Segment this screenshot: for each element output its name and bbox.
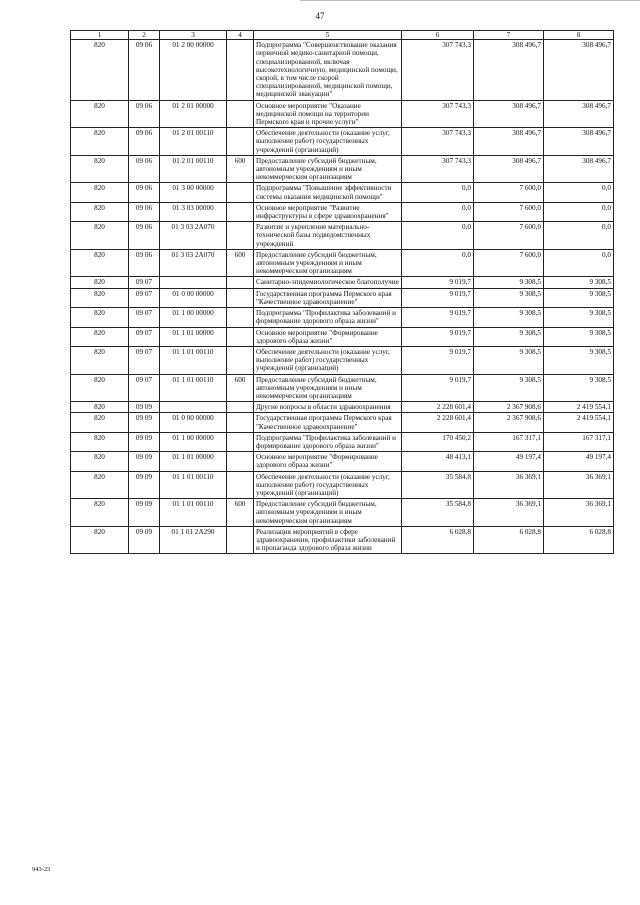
table-row bbox=[71, 526, 614, 554]
section-code-cell: 09 09 bbox=[129, 499, 160, 527]
amount-year1-cell: 307 743,3 bbox=[402, 128, 474, 156]
section-code-cell: 09 09 bbox=[129, 432, 160, 451]
amount-year2-cell: 7 600,0 bbox=[474, 249, 544, 277]
amount-year1-cell: 35 584,8 bbox=[402, 471, 474, 499]
table-body bbox=[71, 40, 614, 554]
amount-year2-cell: 9 308,5 bbox=[474, 346, 544, 374]
target-article-cell: 01 1 01 2А290 bbox=[160, 526, 227, 554]
item-name-cell: Подпрограмма "Профилактика заболеваний и формирование здорового образа жизни" bbox=[254, 308, 402, 327]
target-article-cell: 01 0 00 00000 bbox=[160, 288, 227, 307]
target-article-cell: 01 3 03 2А070 bbox=[160, 249, 227, 277]
amount-year2-cell: 36 369,1 bbox=[474, 499, 544, 527]
amount-year1-cell: 0,0 bbox=[402, 183, 474, 202]
target-article-cell: 01 1 00 00000 bbox=[160, 432, 227, 451]
ministry-code-cell: 820 bbox=[71, 183, 129, 202]
ministry-code-cell: 820 bbox=[71, 249, 129, 277]
item-name-cell: Государственная программа Пермского края "Качественное здравоохранение" bbox=[254, 288, 402, 307]
amount-year2-cell: 7 600,0 bbox=[474, 202, 544, 221]
amount-year1-cell: 2 228 601,4 bbox=[402, 413, 474, 432]
amount-year2-cell: 308 496,7 bbox=[474, 128, 544, 156]
item-name-cell: Государственная программа Пермского края "Качественное здравоохранение" bbox=[254, 413, 402, 432]
item-name-cell: Основное мероприятие "Формирование здорового образа жизни" bbox=[254, 452, 402, 471]
target-article-cell bbox=[160, 277, 227, 288]
expense-type-cell bbox=[227, 277, 254, 288]
table-row bbox=[71, 402, 614, 413]
budget-table bbox=[70, 30, 614, 554]
amount-year1-cell: 307 743,3 bbox=[402, 40, 474, 100]
table-header-row bbox=[71, 31, 614, 40]
amount-year3-cell: 9 308,5 bbox=[544, 308, 614, 327]
amount-year1-cell: 9 019,7 bbox=[402, 277, 474, 288]
table-row bbox=[71, 432, 614, 451]
amount-year3-cell: 308 496,7 bbox=[544, 100, 614, 128]
expense-type-cell bbox=[227, 432, 254, 451]
ministry-code-cell: 820 bbox=[71, 327, 129, 346]
amount-year3-cell: 2 419 554,1 bbox=[544, 402, 614, 413]
amount-year1-cell: 9 019,7 bbox=[402, 288, 474, 307]
ministry-code-cell: 820 bbox=[71, 499, 129, 527]
ministry-code-cell: 820 bbox=[71, 155, 129, 183]
ministry-code-cell: 820 bbox=[71, 413, 129, 432]
table-row bbox=[71, 308, 614, 327]
table-row bbox=[71, 327, 614, 346]
column-header: 8 bbox=[544, 31, 614, 40]
table-row bbox=[71, 277, 614, 288]
expense-type-cell bbox=[227, 100, 254, 128]
target-article-cell: 01 2 01 00000 bbox=[160, 100, 227, 128]
section-code-cell: 09 07 bbox=[129, 288, 160, 307]
expense-type-cell bbox=[227, 471, 254, 499]
table-row bbox=[71, 288, 614, 307]
ministry-code-cell: 820 bbox=[71, 128, 129, 156]
item-name-cell: Реализация мероприятий в сфере здравоохранения, профилактики заболеваний и пропаганда здорового образа жизни bbox=[254, 526, 402, 554]
expense-type-cell bbox=[227, 202, 254, 221]
amount-year2-cell: 9 308,5 bbox=[474, 308, 544, 327]
ministry-code-cell: 820 bbox=[71, 100, 129, 128]
ministry-code-cell: 820 bbox=[71, 40, 129, 100]
amount-year3-cell: 167 317,1 bbox=[544, 432, 614, 451]
item-name-cell: Другие вопросы в области здравоохранения bbox=[254, 402, 402, 413]
table-row bbox=[71, 100, 614, 128]
table-row bbox=[71, 499, 614, 527]
ministry-code-cell: 820 bbox=[71, 288, 129, 307]
amount-year3-cell: 9 308,5 bbox=[544, 346, 614, 374]
amount-year3-cell: 36 369,1 bbox=[544, 499, 614, 527]
ministry-code-cell: 820 bbox=[71, 432, 129, 451]
target-article-cell: 01 2 01 00110 bbox=[160, 128, 227, 156]
amount-year2-cell: 2 367 908,6 bbox=[474, 413, 544, 432]
ministry-code-cell: 820 bbox=[71, 374, 129, 402]
column-header: 3 bbox=[160, 31, 227, 40]
expense-type-cell bbox=[227, 222, 254, 250]
ministry-code-cell: 820 bbox=[71, 402, 129, 413]
target-article-cell: 01 1 01 00110 bbox=[160, 346, 227, 374]
amount-year2-cell: 308 496,7 bbox=[474, 40, 544, 100]
ministry-code-cell: 820 bbox=[71, 308, 129, 327]
table-row bbox=[71, 249, 614, 277]
section-code-cell: 09 06 bbox=[129, 222, 160, 250]
table-row bbox=[71, 183, 614, 202]
amount-year2-cell: 36 369,1 bbox=[474, 471, 544, 499]
target-article-cell: 01 2 01 00110 bbox=[160, 155, 227, 183]
item-name-cell: Санитарно-эпидемиологическое благополучие bbox=[254, 277, 402, 288]
expense-type-cell bbox=[227, 346, 254, 374]
ministry-code-cell: 820 bbox=[71, 471, 129, 499]
target-article-cell: 01 2 00 00000 bbox=[160, 40, 227, 100]
amount-year3-cell: 0,0 bbox=[544, 249, 614, 277]
expense-type-cell bbox=[227, 413, 254, 432]
section-code-cell: 09 06 bbox=[129, 155, 160, 183]
amount-year1-cell: 35 584,8 bbox=[402, 499, 474, 527]
section-code-cell: 09 07 bbox=[129, 346, 160, 374]
amount-year3-cell: 36 369,1 bbox=[544, 471, 614, 499]
section-code-cell: 09 06 bbox=[129, 249, 160, 277]
column-header: 2 bbox=[129, 31, 160, 40]
section-code-cell: 09 09 bbox=[129, 471, 160, 499]
section-code-cell: 09 09 bbox=[129, 413, 160, 432]
table-row bbox=[71, 413, 614, 432]
ministry-code-cell: 820 bbox=[71, 202, 129, 221]
document-footer-code: 943-23 bbox=[32, 866, 51, 873]
ministry-code-cell: 820 bbox=[71, 277, 129, 288]
table-row bbox=[71, 471, 614, 499]
section-code-cell: 09 06 bbox=[129, 100, 160, 128]
item-name-cell: Основное мероприятие "Формирование здорового образа жизни" bbox=[254, 327, 402, 346]
ministry-code-cell: 820 bbox=[71, 222, 129, 250]
amount-year1-cell: 2 228 601,4 bbox=[402, 402, 474, 413]
expense-type-cell bbox=[227, 308, 254, 327]
amount-year2-cell: 9 308,5 bbox=[474, 374, 544, 402]
expense-type-cell bbox=[227, 288, 254, 307]
table-row bbox=[71, 128, 614, 156]
item-name-cell: Основное мероприятие "Развитие инфраструктуры в сфере здравоохранения" bbox=[254, 202, 402, 221]
section-code-cell: 09 09 bbox=[129, 402, 160, 413]
target-article-cell bbox=[160, 402, 227, 413]
expense-type-cell: 600 bbox=[227, 499, 254, 527]
amount-year2-cell: 9 308,5 bbox=[474, 327, 544, 346]
section-code-cell: 09 06 bbox=[129, 183, 160, 202]
section-code-cell: 09 07 bbox=[129, 327, 160, 346]
expense-type-cell bbox=[227, 327, 254, 346]
amount-year1-cell: 170 450,2 bbox=[402, 432, 474, 451]
section-code-cell: 09 07 bbox=[129, 374, 160, 402]
amount-year3-cell: 0,0 bbox=[544, 183, 614, 202]
expense-type-cell: 600 bbox=[227, 374, 254, 402]
item-name-cell: Предоставление субсидий бюджетным, автономным учреждениям и иным некоммерческим организациям bbox=[254, 155, 402, 183]
amount-year3-cell: 0,0 bbox=[544, 222, 614, 250]
amount-year1-cell: 0,0 bbox=[402, 222, 474, 250]
amount-year3-cell: 308 496,7 bbox=[544, 40, 614, 100]
amount-year1-cell: 9 019,7 bbox=[402, 374, 474, 402]
ministry-code-cell: 820 bbox=[71, 346, 129, 374]
amount-year2-cell: 167 317,1 bbox=[474, 432, 544, 451]
expense-type-cell: 600 bbox=[227, 155, 254, 183]
target-article-cell: 01 3 03 2А070 bbox=[160, 222, 227, 250]
section-code-cell: 09 06 bbox=[129, 128, 160, 156]
item-name-cell: Подпрограмма "Повышение эффективности системы оказания медицинской помощи" bbox=[254, 183, 402, 202]
amount-year1-cell: 307 743,3 bbox=[402, 100, 474, 128]
amount-year2-cell: 308 496,7 bbox=[474, 100, 544, 128]
item-name-cell: Предоставление субсидий бюджетным, автономным учреждениям и иным некоммерческим организациям bbox=[254, 374, 402, 402]
column-header: 5 bbox=[254, 31, 402, 40]
amount-year2-cell: 6 028,8 bbox=[474, 526, 544, 554]
target-article-cell: 01 1 01 00110 bbox=[160, 499, 227, 527]
amount-year2-cell: 7 600,0 bbox=[474, 183, 544, 202]
table-row bbox=[71, 202, 614, 221]
amount-year2-cell: 7 600,0 bbox=[474, 222, 544, 250]
item-name-cell: Подпрограмма "Профилактика заболеваний и формирование здорового образа жизни" bbox=[254, 432, 402, 451]
amount-year3-cell: 2 419 554,1 bbox=[544, 413, 614, 432]
item-name-cell: Обеспечение деятельности (оказание услуг, выполнение работ) государственных учреждений (организаций) bbox=[254, 128, 402, 156]
amount-year3-cell: 9 308,5 bbox=[544, 327, 614, 346]
expense-type-cell bbox=[227, 128, 254, 156]
ministry-code-cell: 820 bbox=[71, 526, 129, 554]
amount-year1-cell: 6 028,8 bbox=[402, 526, 474, 554]
target-article-cell: 01 1 01 00110 bbox=[160, 374, 227, 402]
amount-year2-cell: 9 308,5 bbox=[474, 288, 544, 307]
table-row bbox=[71, 222, 614, 250]
page-number: 47 bbox=[315, 11, 325, 21]
target-article-cell: 01 3 00 00000 bbox=[160, 183, 227, 202]
amount-year1-cell: 9 019,7 bbox=[402, 327, 474, 346]
amount-year3-cell: 0,0 bbox=[544, 202, 614, 221]
target-article-cell: 01 1 00 00000 bbox=[160, 308, 227, 327]
section-code-cell: 09 09 bbox=[129, 452, 160, 471]
column-header: 1 bbox=[71, 31, 129, 40]
expense-type-cell bbox=[227, 183, 254, 202]
item-name-cell: Основное мероприятие "Оказание медицинской помощи на территории Пермского края и прочие услуги" bbox=[254, 100, 402, 128]
item-name-cell: Подпрограмма "Совершенствование оказания первичной медико-санитарной помощи, специализированной, включая высокотехнологичную, медицинской помощи, скорой, в том числе скорой специализированной, медицинской помощи, медицинской эвакуации" bbox=[254, 40, 402, 100]
ministry-code-cell: 820 bbox=[71, 452, 129, 471]
item-name-cell: Развитие и укрепление материально-технической базы подведомственных учреждений bbox=[254, 222, 402, 250]
target-article-cell: 01 1 01 00000 bbox=[160, 452, 227, 471]
column-header: 4 bbox=[227, 31, 254, 40]
amount-year1-cell: 0,0 bbox=[402, 202, 474, 221]
item-name-cell: Предоставление субсидий бюджетным, автономным учреждениям и иным некоммерческим организациям bbox=[254, 249, 402, 277]
section-code-cell: 09 07 bbox=[129, 308, 160, 327]
item-name-cell: Обеспечение деятельности (оказание услуг, выполнение работ) государственных учреждений (организаций) bbox=[254, 471, 402, 499]
amount-year2-cell: 49 197,4 bbox=[474, 452, 544, 471]
column-header: 7 bbox=[474, 31, 544, 40]
section-code-cell: 09 09 bbox=[129, 526, 160, 554]
amount-year3-cell: 9 308,5 bbox=[544, 288, 614, 307]
amount-year1-cell: 9 019,7 bbox=[402, 346, 474, 374]
amount-year2-cell: 308 496,7 bbox=[474, 155, 544, 183]
amount-year2-cell: 9 308,5 bbox=[474, 277, 544, 288]
amount-year3-cell: 9 308,5 bbox=[544, 374, 614, 402]
target-article-cell: 01 3 03 00000 bbox=[160, 202, 227, 221]
amount-year3-cell: 6 028,8 bbox=[544, 526, 614, 554]
expense-type-cell bbox=[227, 452, 254, 471]
target-article-cell: 01 1 01 00000 bbox=[160, 327, 227, 346]
expense-type-cell bbox=[227, 402, 254, 413]
scan-top-rule bbox=[300, 0, 640, 1]
amount-year3-cell: 49 197,4 bbox=[544, 452, 614, 471]
expense-type-cell: 600 bbox=[227, 249, 254, 277]
amount-year3-cell: 308 496,7 bbox=[544, 128, 614, 156]
item-name-cell: Предоставление субсидий бюджетным, автономным учреждениям и иным некоммерческим организациям bbox=[254, 499, 402, 527]
expense-type-cell bbox=[227, 40, 254, 100]
expense-type-cell bbox=[227, 526, 254, 554]
amount-year1-cell: 9 019,7 bbox=[402, 308, 474, 327]
table-row bbox=[71, 346, 614, 374]
amount-year3-cell: 9 308,5 bbox=[544, 277, 614, 288]
amount-year1-cell: 307 743,3 bbox=[402, 155, 474, 183]
item-name-cell: Обеспечение деятельности (оказание услуг, выполнение работ) государственных учреждений (организаций) bbox=[254, 346, 402, 374]
amount-year1-cell: 0,0 bbox=[402, 249, 474, 277]
section-code-cell: 09 06 bbox=[129, 40, 160, 100]
section-code-cell: 09 06 bbox=[129, 202, 160, 221]
column-header: 6 bbox=[402, 31, 474, 40]
section-code-cell: 09 07 bbox=[129, 277, 160, 288]
table-row bbox=[71, 155, 614, 183]
table-row bbox=[71, 374, 614, 402]
amount-year2-cell: 2 367 908,6 bbox=[474, 402, 544, 413]
target-article-cell: 01 1 01 00110 bbox=[160, 471, 227, 499]
table-row bbox=[71, 40, 614, 100]
target-article-cell: 01 0 00 00000 bbox=[160, 413, 227, 432]
table-row bbox=[71, 452, 614, 471]
amount-year3-cell: 308 496,7 bbox=[544, 155, 614, 183]
amount-year1-cell: 48 413,1 bbox=[402, 452, 474, 471]
